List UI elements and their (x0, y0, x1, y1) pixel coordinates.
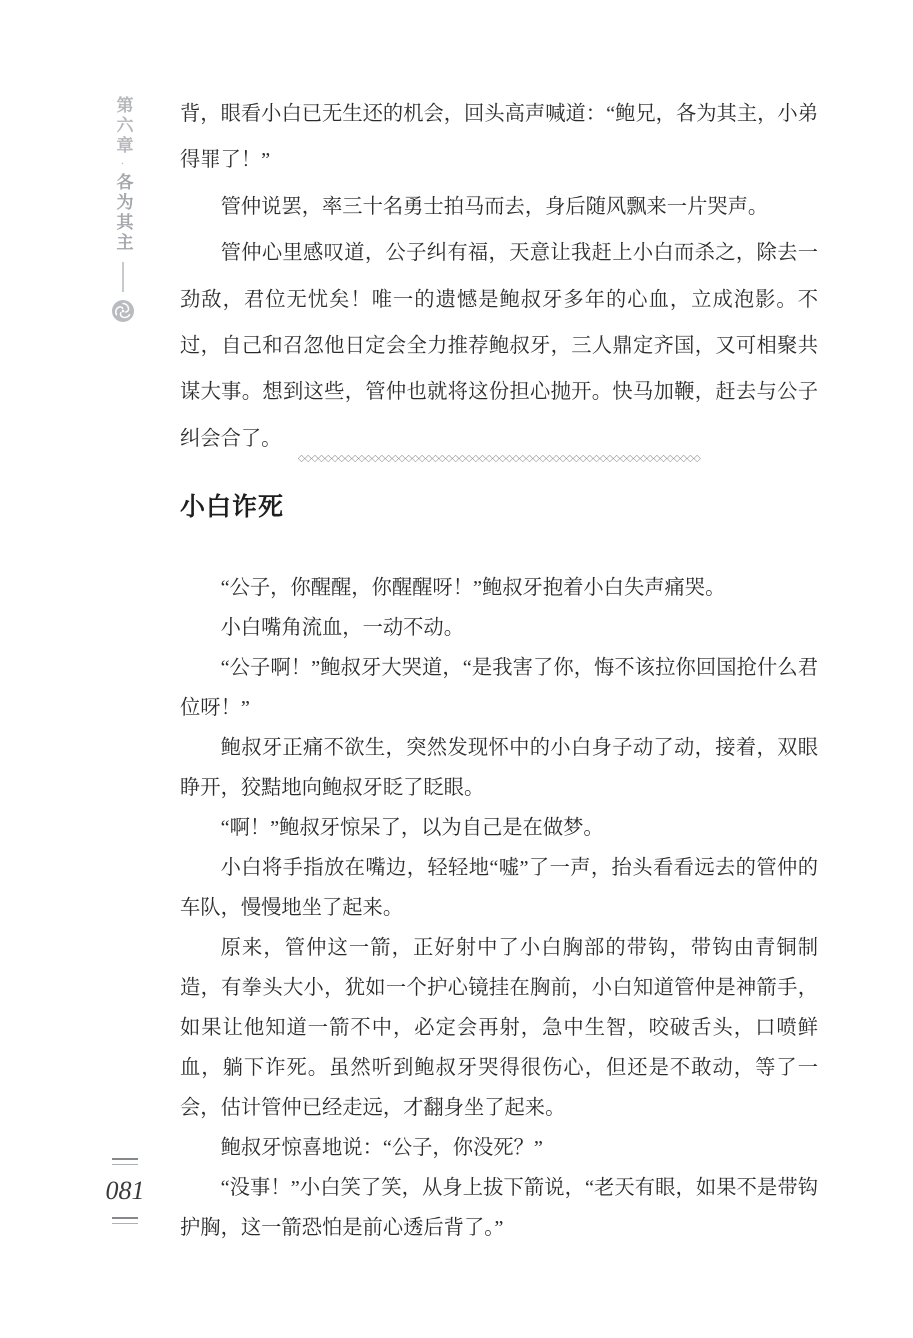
paragraph: 管仲说罢，率三十名勇士拍马而去，身后随风飘来一片哭声。 (220, 195, 769, 218)
intro-section (180, 91, 818, 462)
section-divider: ◇◇◇◇◇◇◇◇◇◇◇◇◇◇◇◇◇◇◇◇◇◇◇◇◇◇◇◇◇◇◇◇◇◇◇◇◇◇◇◇◇◇◇◇◇◇◇◇◇◇◇◇◇◇◇◇◇◇◇◇ (297, 453, 701, 464)
chapter-title: 各为其主 (113, 173, 133, 253)
ornament-rule-top (112, 1158, 138, 1165)
page-number-block (107, 1158, 143, 1224)
paragraph: 管仲心里感叹道，公子纠有福，天意让我赶上小白而杀之，除去一劲敌，君位无忧矣！唯一的遗憾是鲍叔牙多年的心血，立成泡影。不过，自己和召忽他日定会全力推荐鲍叔牙，三人鼎定齐国，又可相聚共谋大事。想到这些，管仲也就将这份担心抛开。快马加鞭，赶去与公子纠会合了。 (180, 242, 818, 450)
vertical-dash-ornament (122, 262, 124, 292)
cloud-swirl-medallion-icon (111, 299, 135, 323)
paragraph: 鲍叔牙正痛不欲生，突然发现怀中的小白身子动了动，接着，双眼睁开，狡黠地向鲍叔牙眨了眨眼。 (180, 737, 818, 799)
main-section (180, 568, 818, 1248)
paragraph: 原来，管仲这一箭，正好射中了小白胸部的带钩，带钩由青铜制造，有拳头大小，犹如一个护心镜挂在胸前，小白知道管仲是神箭手，如果让他知道一箭不中，必定会再射，急中生智，咬破舌头，口喷鲜血，躺下诈死。虽然听到鲍叔牙哭得很伤心，但还是不敢动，等了一会，估计管仲已经走远，才翻身坐了起来。 (180, 937, 818, 1119)
paragraph: “啊！”鲍叔牙惊呆了，以为自己是在做梦。 (220, 817, 604, 839)
section-heading: 小白诈死 (180, 494, 285, 521)
ornament-rule-bottom (112, 1217, 138, 1224)
chapter-number: 第六章 (113, 96, 133, 156)
paragraph: 鲍叔牙惊喜地说：“公子，你没死？” (220, 1137, 543, 1159)
paragraph: 背，眼看小白已无生还的机会，回头高声喊道：“鲍兄，各为其主，小弟得罪了！” (180, 103, 818, 172)
page-number: 081 (105, 1176, 145, 1205)
chapter-sidebar (104, 96, 142, 323)
paragraph: “没事！”小白笑了笑，从身上拔下箭说，“老天有眼，如果不是带钩护胸，这一箭恐怕是前心透后背了。” (180, 1177, 818, 1239)
chapter-label (115, 96, 132, 253)
paragraph: “公子啊！”鲍叔牙大哭道，“是我害了你，悔不该拉你回国抢什么君位呀！” (180, 657, 818, 719)
paragraph: 小白将手指放在嘴边，轻轻地“嘘”了一声，抬头看看远去的管仲的车队，慢慢地坐了起来。 (180, 857, 818, 919)
paragraph: “公子，你醒醒，你醒醒呀！”鲍叔牙抱着小白失声痛哭。 (220, 577, 726, 599)
paragraph: 小白嘴角流血，一动不动。 (220, 617, 464, 639)
chapter-separator: · (115, 156, 130, 173)
